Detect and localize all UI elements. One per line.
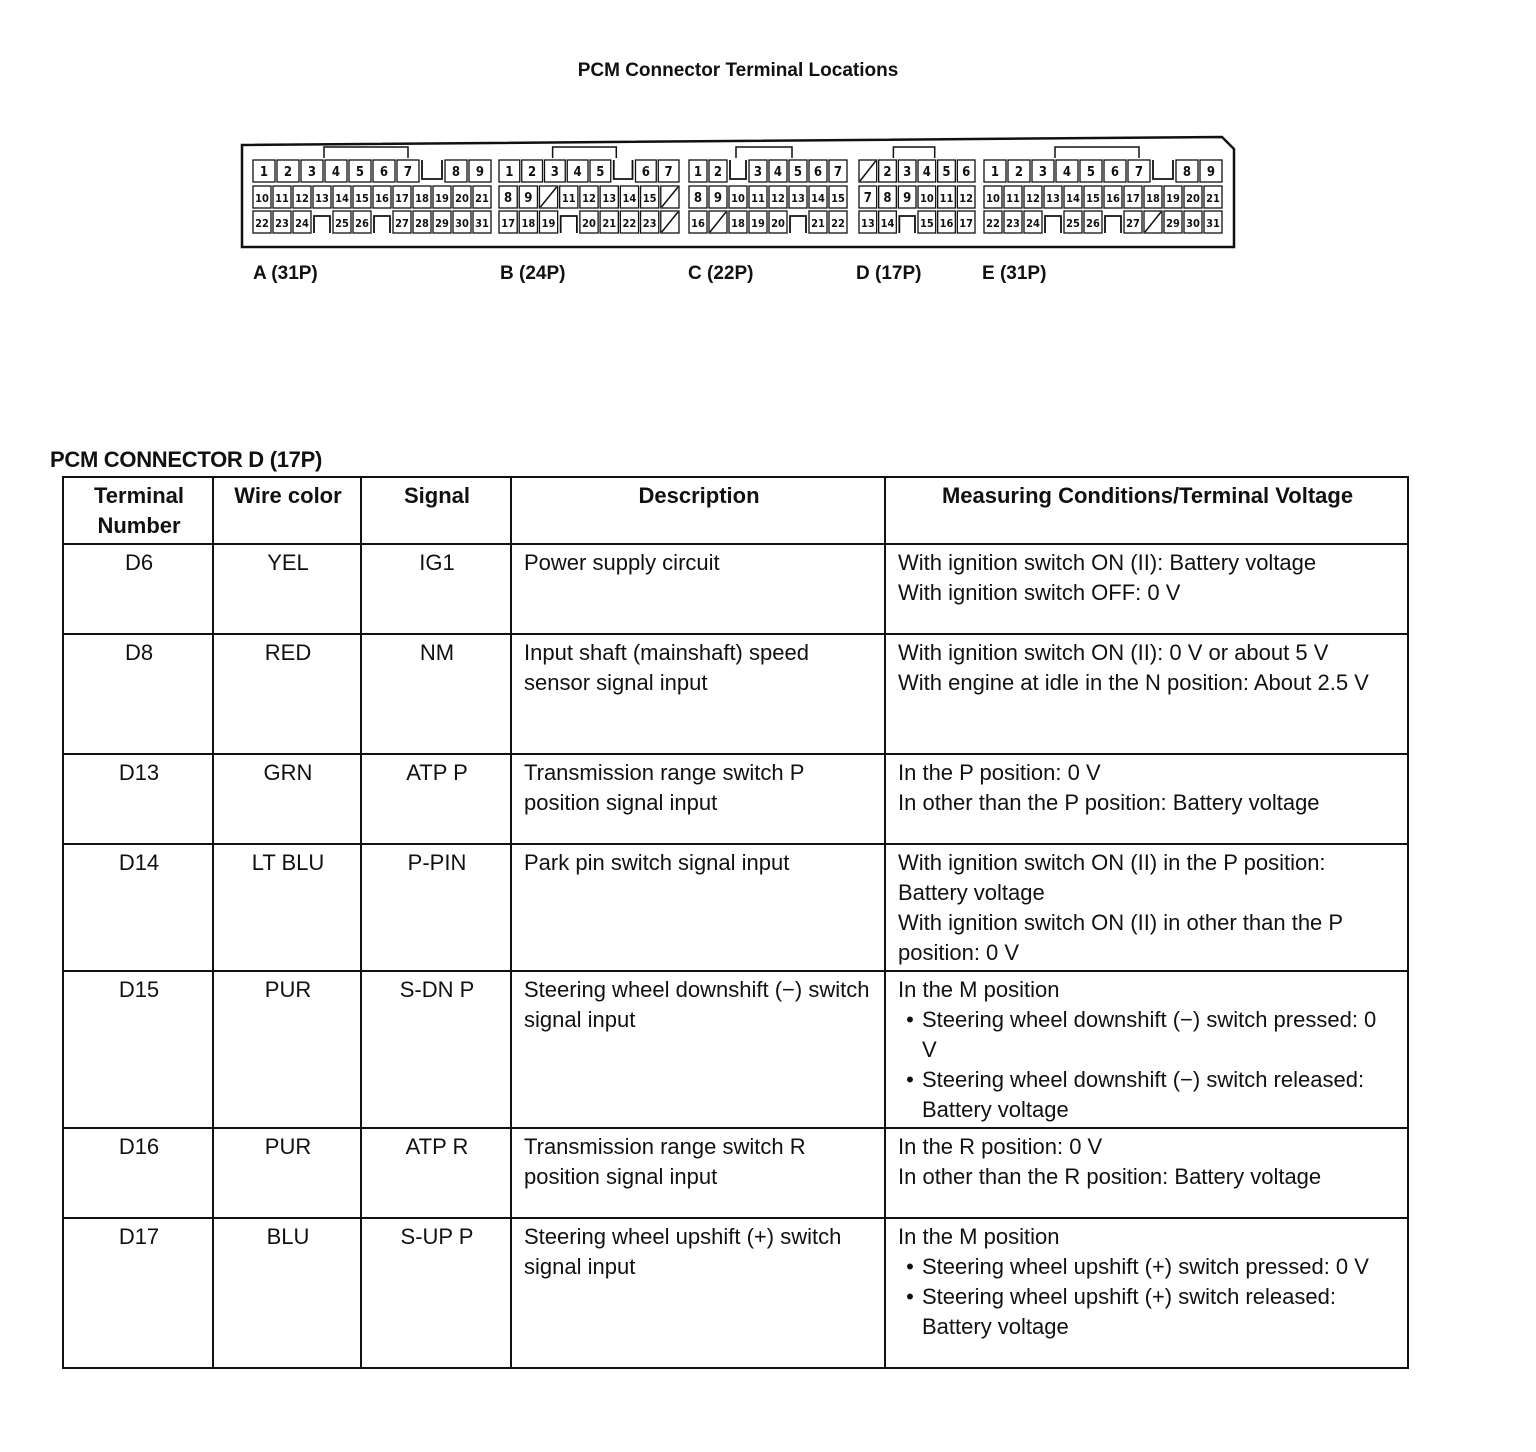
header-description: Description [511, 477, 885, 544]
terminal-number: 31 [1206, 217, 1220, 230]
terminal-number: 26 [1086, 217, 1100, 230]
terminal-key-notch [1105, 216, 1121, 233]
terminal-number: 3 [1038, 165, 1048, 180]
connector-label-a: A (31P) [253, 263, 318, 284]
terminal-number: 23 [275, 217, 289, 230]
connector-label-d: D (17P) [856, 263, 922, 284]
terminal-cell: D15 [63, 971, 213, 1128]
terminal-number: 11 [939, 192, 954, 205]
terminal-number: 10 [255, 192, 269, 205]
terminal-number: 9 [713, 191, 723, 206]
terminal-number: 13 [602, 192, 617, 205]
condition-line: With ignition switch ON (II): Battery voltage [898, 550, 1317, 575]
terminal-key-notch [614, 160, 633, 179]
terminal-number: 28 [415, 217, 429, 230]
terminal-number: 12 [959, 192, 974, 205]
table-row [63, 844, 1408, 971]
terminal-number: 3 [753, 165, 763, 180]
condition-bullet: • Steering wheel upshift (+) switch pressed: 0 V [898, 1252, 1397, 1282]
terminal-number: 30 [1186, 217, 1200, 230]
connector-c-key [736, 147, 792, 158]
terminal-number: 11 [275, 192, 289, 205]
conditions-cell [885, 1218, 1408, 1368]
terminal-number: 16 [1106, 192, 1120, 205]
connector-label-b: B (24P) [500, 263, 566, 284]
condition-line: In other than the P position: Battery voltage [898, 790, 1320, 815]
terminal-number: 15 [355, 192, 369, 205]
connector-a-key [324, 147, 408, 158]
terminal-number: 10 [919, 192, 934, 205]
terminal-number: 27 [395, 217, 409, 230]
signal-cell: ATP P [361, 754, 511, 844]
terminal-number: 25 [1066, 217, 1080, 230]
terminal-number: 8 [693, 191, 703, 206]
terminal-number: 2 [713, 165, 723, 180]
connector-label-e: E (31P) [982, 263, 1047, 284]
condition-line: In the M position [898, 1224, 1060, 1249]
terminal-key-notch [790, 216, 806, 233]
terminal-number: 9 [524, 191, 533, 206]
wire-color-cell: YEL [213, 544, 361, 634]
header-signal: Signal [361, 477, 511, 544]
table-row [63, 544, 1408, 634]
description-cell: Input shaft (mainshaft) speed sensor signal input [511, 634, 885, 754]
terminal-number: 5 [355, 165, 365, 180]
condition-line: In the M position [898, 977, 1060, 1002]
conditions-cell [885, 971, 1408, 1128]
terminal-number: 15 [919, 217, 934, 230]
terminal-number: 2 [883, 165, 892, 180]
terminal-number: 22 [255, 217, 269, 230]
table-row [63, 634, 1408, 754]
terminal-number: 16 [375, 192, 389, 205]
description-cell: Transmission range switch P position signal input [511, 754, 885, 844]
terminal-number: 4 [331, 165, 341, 180]
terminal-number: 1 [990, 165, 1000, 180]
terminal-number: 3 [903, 165, 912, 180]
terminal-number: 15 [1086, 192, 1100, 205]
wire-color-cell: LT BLU [213, 844, 361, 971]
conditions-cell [885, 754, 1408, 844]
terminal-number: 19 [751, 217, 765, 230]
terminal-number: 4 [573, 165, 582, 180]
conditions-cell [885, 844, 1408, 971]
terminal-number: 11 [1006, 192, 1020, 205]
section-title: PCM CONNECTOR D (17P) [50, 447, 322, 472]
terminal-number: 1 [693, 165, 703, 180]
header-wire: Wire color [213, 477, 361, 544]
table-row [63, 1128, 1408, 1218]
terminal-table [62, 476, 1409, 1369]
pcm-connector-diagram [240, 135, 1236, 256]
wire-color-cell: BLU [213, 1218, 361, 1368]
terminal-number: 19 [1166, 192, 1180, 205]
terminal-number: 7 [863, 191, 872, 206]
terminal-number: 21 [1206, 192, 1220, 205]
condition-line: With ignition switch ON (II) in the P position: Battery voltage [898, 850, 1326, 905]
description-cell: Steering wheel upshift (+) switch signal input [511, 1218, 885, 1368]
page-title: PCM Connector Terminal Locations [577, 60, 899, 81]
terminal-number: 31 [475, 217, 489, 230]
terminal-number: 27 [1126, 217, 1140, 230]
terminal-number: 16 [691, 217, 705, 230]
condition-line: In other than the R position: Battery voltage [898, 1164, 1322, 1189]
terminal-number: 24 [1026, 217, 1040, 230]
terminal-number: 3 [307, 165, 317, 180]
terminal-cell: D14 [63, 844, 213, 971]
terminal-number: 3 [550, 165, 559, 180]
terminal-number: 7 [403, 165, 413, 180]
terminal-number: 18 [521, 217, 536, 230]
terminal-number: 8 [504, 191, 513, 206]
terminal-number: 19 [435, 192, 449, 205]
wire-color-cell: GRN [213, 754, 361, 844]
terminal-number: 22 [622, 217, 637, 230]
terminal-number: 14 [335, 192, 349, 205]
terminal-number: 15 [831, 192, 845, 205]
wire-color-cell: PUR [213, 971, 361, 1128]
terminal-number: 29 [1166, 217, 1180, 230]
terminal-key-notch [730, 160, 746, 179]
signal-cell: NM [361, 634, 511, 754]
terminal-number: 17 [1126, 192, 1140, 205]
terminal-number: 7 [1134, 165, 1144, 180]
connector-d-key [893, 147, 934, 158]
header-terminal: Terminal Number [63, 477, 213, 544]
terminal-number: 18 [731, 217, 745, 230]
terminal-number: 8 [1182, 165, 1192, 180]
terminal-number: 11 [561, 192, 576, 205]
description-cell: Power supply circuit [511, 544, 885, 634]
terminal-number: 14 [811, 192, 825, 205]
terminal-key-notch [314, 216, 330, 233]
terminal-number: 13 [1046, 192, 1060, 205]
terminal-number: 7 [664, 165, 673, 180]
terminal-number: 8 [451, 165, 461, 180]
description-cell: Transmission range switch R position signal input [511, 1128, 885, 1218]
terminal-number: 8 [883, 191, 892, 206]
terminal-number: 26 [355, 217, 369, 230]
terminal-number: 5 [793, 165, 803, 180]
terminal-number: 25 [335, 217, 349, 230]
terminal-number: 30 [455, 217, 469, 230]
terminal-number: 7 [833, 165, 843, 180]
connector-e-key [1055, 147, 1139, 158]
terminal-key-notch [561, 216, 577, 233]
terminal-number: 6 [641, 165, 650, 180]
terminal-number: 13 [860, 217, 875, 230]
terminal-number: 17 [501, 217, 516, 230]
signal-cell: S-UP P [361, 1218, 511, 1368]
terminal-number: 21 [602, 217, 617, 230]
wire-color-cell: RED [213, 634, 361, 754]
terminal-number: 18 [415, 192, 429, 205]
condition-bullet: • Steering wheel upshift (+) switch released: Battery voltage [898, 1282, 1397, 1342]
terminal-number: 21 [475, 192, 489, 205]
condition-line: With ignition switch ON (II): 0 V or about 5 V [898, 640, 1329, 665]
terminal-number: 15 [642, 192, 657, 205]
condition-line: In the R position: 0 V [898, 1134, 1103, 1159]
terminal-number: 4 [773, 165, 783, 180]
table-row [63, 1218, 1408, 1368]
terminal-key-notch [1045, 216, 1061, 233]
terminal-number: 5 [942, 165, 951, 180]
connector-b-key [553, 147, 617, 158]
conditions-cell [885, 1128, 1408, 1218]
terminal-number: 17 [395, 192, 409, 205]
terminal-number: 22 [986, 217, 1000, 230]
terminal-number: 6 [379, 165, 389, 180]
terminal-number: 20 [455, 192, 469, 205]
terminal-number: 14 [1066, 192, 1080, 205]
terminal-number: 23 [642, 217, 657, 230]
terminal-number: 29 [435, 217, 449, 230]
terminal-number: 6 [1110, 165, 1120, 180]
terminal-cell: D13 [63, 754, 213, 844]
signal-cell: IG1 [361, 544, 511, 634]
description-cell: Park pin switch signal input [511, 844, 885, 971]
terminal-number: 23 [1006, 217, 1020, 230]
terminal-key-notch [422, 160, 442, 179]
terminal-number: 13 [315, 192, 329, 205]
terminal-key-notch [899, 216, 915, 233]
terminal-number: 10 [986, 192, 1000, 205]
terminal-number: 19 [541, 217, 556, 230]
connector-housing-svg [240, 135, 1236, 251]
terminal-number: 9 [475, 165, 485, 180]
condition-line: With engine at idle in the N position: About 2.5 V [898, 670, 1369, 695]
terminal-number: 6 [962, 165, 971, 180]
table-row [63, 971, 1408, 1128]
description-cell: Steering wheel downshift (−) switch signal input [511, 971, 885, 1128]
terminal-cell: D6 [63, 544, 213, 634]
signal-cell: P-PIN [361, 844, 511, 971]
terminal-number: 5 [596, 165, 605, 180]
wire-color-cell: PUR [213, 1128, 361, 1218]
terminal-number: 14 [622, 192, 637, 205]
terminal-number: 18 [1146, 192, 1160, 205]
terminal-number: 20 [582, 217, 596, 230]
header-conditions: Measuring Conditions/Terminal Voltage [885, 477, 1408, 544]
terminal-number: 6 [813, 165, 823, 180]
terminal-cell: D16 [63, 1128, 213, 1218]
table-row [63, 754, 1408, 844]
terminal-number: 9 [903, 191, 912, 206]
terminal-number: 13 [791, 192, 805, 205]
terminal-number: 1 [505, 165, 514, 180]
terminal-number: 12 [771, 192, 785, 205]
terminal-key-notch [1153, 160, 1173, 179]
terminal-number: 20 [771, 217, 785, 230]
terminal-number: 2 [283, 165, 293, 180]
terminal-number: 2 [1014, 165, 1024, 180]
condition-bullet: • Steering wheel downshift (−) switch released: Battery voltage [898, 1065, 1397, 1125]
connector-label-c: C (22P) [688, 263, 754, 284]
condition-bullet: • Steering wheel downshift (−) switch pressed: 0 V [898, 1005, 1397, 1065]
terminal-number: 21 [811, 217, 825, 230]
terminal-number: 11 [751, 192, 765, 205]
terminal-cell: D17 [63, 1218, 213, 1368]
conditions-cell [885, 544, 1408, 634]
terminal-number: 9 [1206, 165, 1216, 180]
terminal-number: 5 [1086, 165, 1096, 180]
terminal-number: 20 [1186, 192, 1200, 205]
terminal-key-notch [374, 216, 390, 233]
terminal-number: 12 [582, 192, 596, 205]
terminal-number: 22 [831, 217, 845, 230]
condition-line: In the P position: 0 V [898, 760, 1101, 785]
terminal-number: 24 [295, 217, 309, 230]
terminal-number: 1 [259, 165, 269, 180]
terminal-cell: D8 [63, 634, 213, 754]
conditions-cell [885, 634, 1408, 754]
terminal-number: 14 [880, 217, 895, 230]
terminal-number: 12 [295, 192, 309, 205]
terminal-number: 16 [939, 217, 954, 230]
terminal-number: 2 [528, 165, 537, 180]
condition-line: With ignition switch ON (II) in other than the P position: 0 V [898, 910, 1343, 965]
terminal-number: 4 [1062, 165, 1072, 180]
signal-cell: S-DN P [361, 971, 511, 1128]
table-header-row [63, 477, 1408, 544]
terminal-number: 4 [922, 165, 931, 180]
signal-cell: ATP R [361, 1128, 511, 1218]
terminal-number: 12 [1026, 192, 1040, 205]
condition-line: With ignition switch OFF: 0 V [898, 580, 1181, 605]
terminal-number: 10 [731, 192, 745, 205]
terminal-number: 17 [959, 217, 974, 230]
